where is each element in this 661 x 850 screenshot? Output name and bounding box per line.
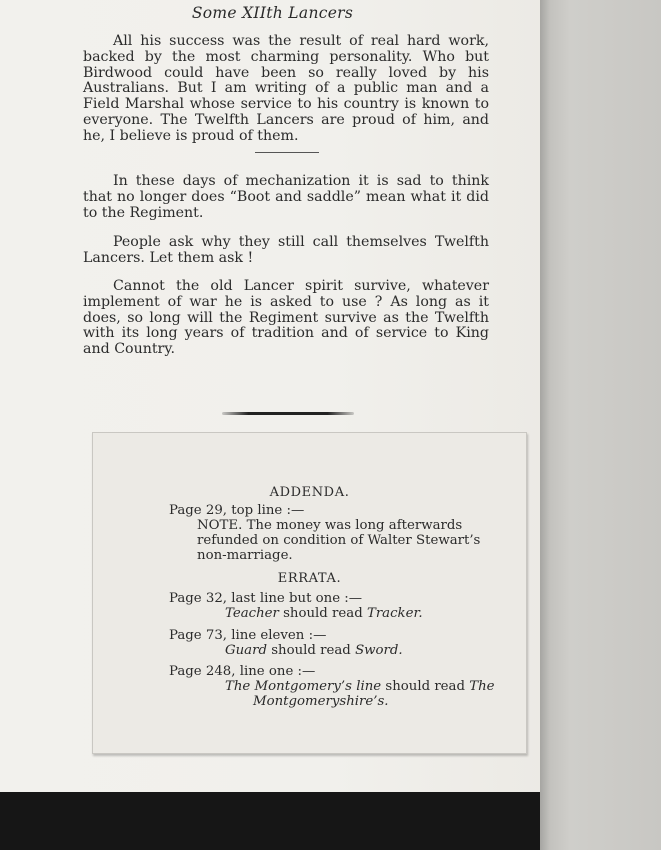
errata-wrong-word: Teacher bbox=[225, 606, 279, 621]
errata-reference: Page 32, last line but one :— bbox=[169, 591, 363, 606]
paragraph-birdwood: All his success was the result of real hard work, backed by the most charming personality. Who but Birdwood could have been so really loved by his Australians. But I am writing of a public man and a Field Marshal whose service to his country is known to everyone. The Twelfth Lancers are proud of him, and he, I believe is proud of them. bbox=[83, 33, 489, 144]
paragraph-mechanization: In these days of mechanization it is sad to think that no longer does “Boot and saddle” mean what it did to the Regiment. bbox=[83, 173, 489, 221]
errata-connector: should read bbox=[266, 643, 356, 658]
errata-wrong-word: Guard bbox=[225, 643, 267, 658]
addenda-note-line: refunded on condition of Walter Stewart’s bbox=[197, 533, 481, 548]
errata-correction-continued: Montgomeryshire’s. bbox=[253, 694, 389, 709]
errata-right-word: Tracker. bbox=[366, 606, 423, 621]
errata-reference: Page 73, line eleven :— bbox=[169, 628, 327, 643]
paragraph-lancer-spirit: Cannot the old Lancer spirit survive, whatever implement of war he is asked to use ? As long as it does, so long will the Regiment survive as the Twelfth with its long years of tradition and of service to King and Country. bbox=[83, 278, 489, 358]
end-ornament-rule bbox=[222, 412, 354, 415]
errata-right-word: Sword. bbox=[355, 643, 403, 658]
addenda-reference: Page 29, top line :— bbox=[169, 503, 305, 518]
errata-right-word: The bbox=[469, 679, 495, 694]
addenda-heading: ADDENDA. bbox=[269, 485, 350, 500]
errata-connector: should read bbox=[278, 606, 367, 621]
errata-heading: ERRATA. bbox=[277, 571, 342, 586]
errata-reference: Page 248, line one :— bbox=[169, 664, 316, 679]
errata-wrong-word: The Montgomery’s line bbox=[225, 679, 382, 694]
gutter-shadow bbox=[540, 0, 550, 850]
errata-correction bbox=[225, 643, 403, 658]
paragraph-people-ask: People ask why they still call themselves Twelfth Lancers. Let them ask ! bbox=[83, 234, 489, 266]
addenda-errata-slip bbox=[92, 432, 527, 754]
facing-page bbox=[540, 0, 661, 850]
addenda-note-line: NOTE. The money was long afterwards bbox=[197, 518, 463, 533]
errata-correction bbox=[225, 606, 423, 621]
section-divider bbox=[255, 152, 319, 153]
running-header: Some XIIth Lancers bbox=[191, 4, 354, 22]
addenda-note-line: non-marriage. bbox=[197, 548, 293, 563]
errata-correction bbox=[225, 679, 495, 694]
errata-connector: should read bbox=[381, 679, 470, 694]
